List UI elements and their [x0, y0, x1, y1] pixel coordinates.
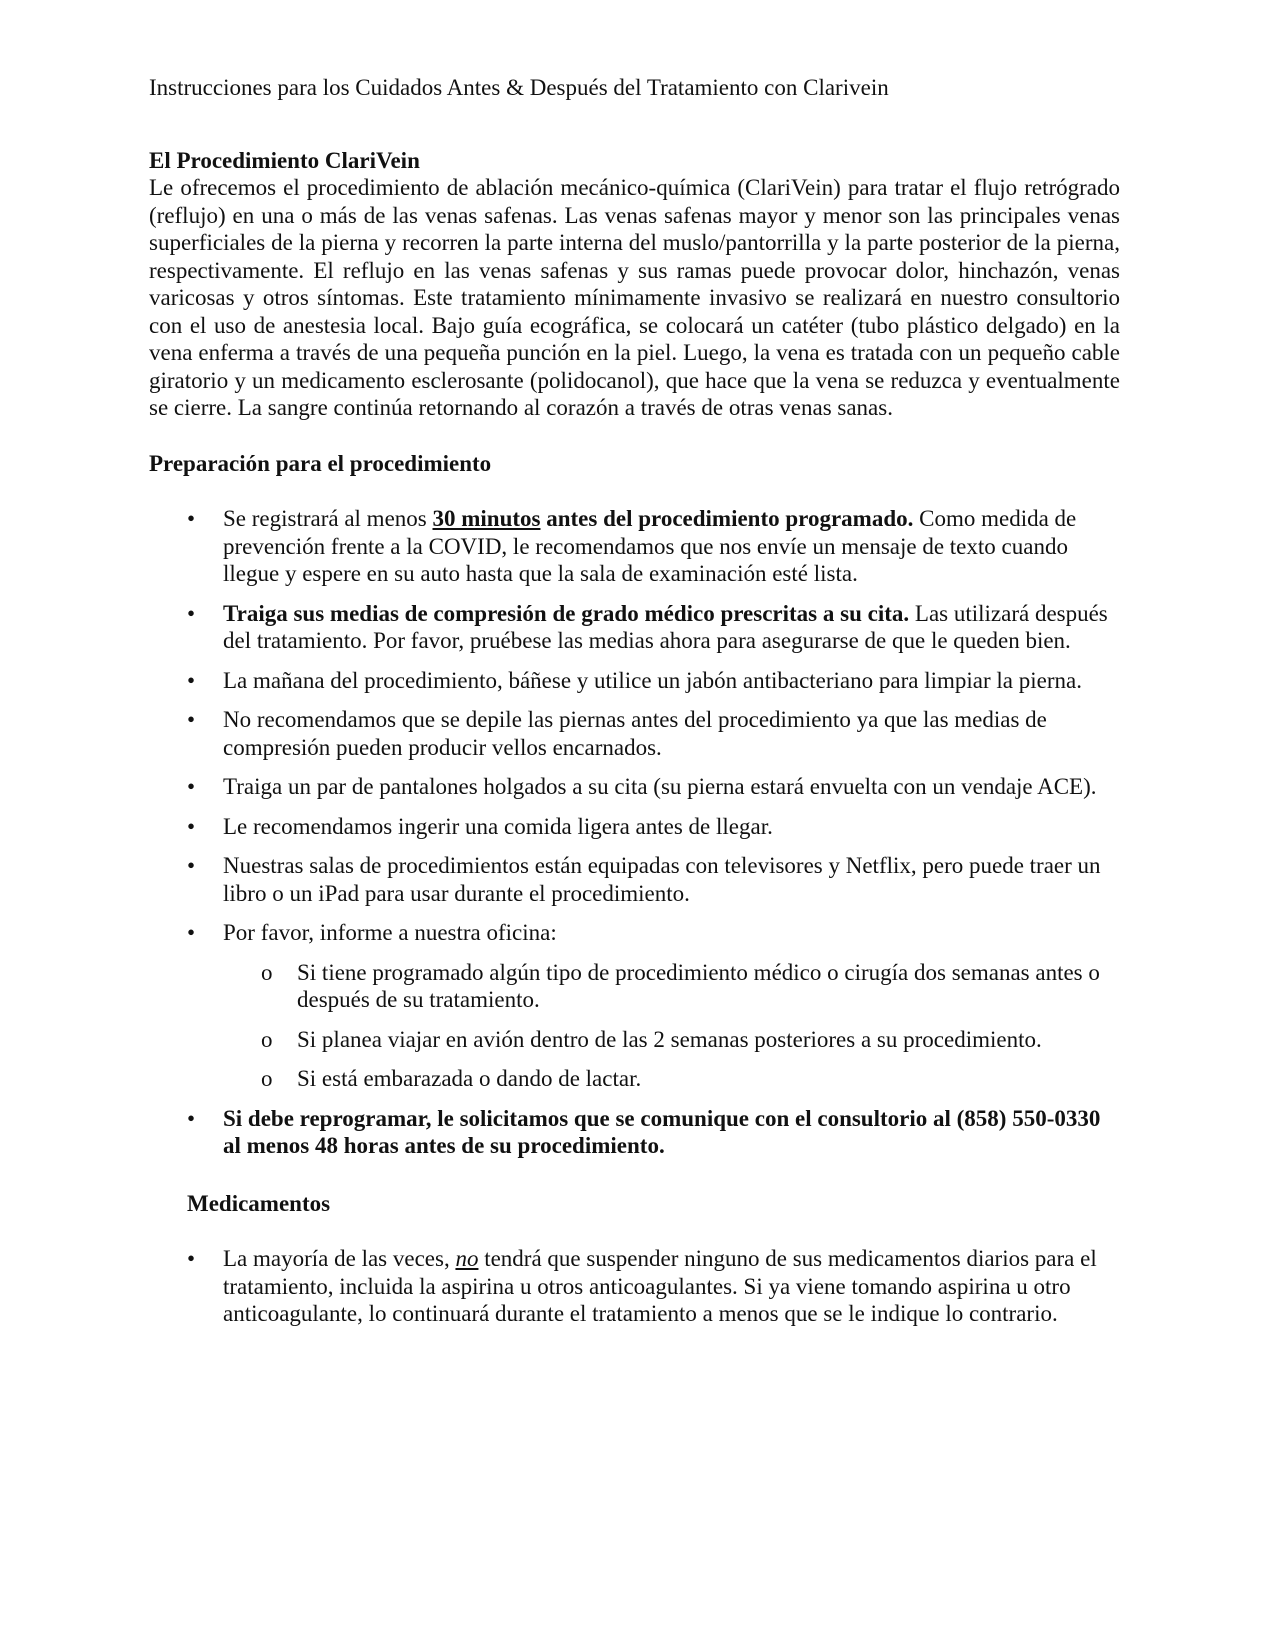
item-bold-text: Traiga sus medias de compresión de grado médico prescritas a su cita.: [223, 600, 910, 626]
sub-item-text: Si tiene programado algún tipo de procedimiento médico o cirugía dos semanas antes o después de su tratamiento.: [297, 959, 1100, 1012]
document-page: [149, 74, 1120, 1328]
item-text: Como medida de prevención frente a la COVID, le recomendamos que nos envíe un mensaje de texto cuando llegue y espere en su auto hasta que la sala de examinación esté lista.: [223, 506, 1077, 586]
item-bold-text: Si debe reprogramar, le solicitamos que se comunique con el consultorio al (858) 550-0330 al menos 48 horas antes de su procedimiento.: [223, 1105, 1101, 1158]
sub-list-item: [223, 1065, 1120, 1093]
circle-bullet-icon: o: [261, 959, 273, 985]
item-text: Las utilizará después del tratamiento. Por favor, pruébese las medias ahora para asegurarse de que le queden bien.: [223, 600, 1108, 653]
procedure-paragraph: Le ofrecemos el procedimiento de ablación mecánico-química (ClariVein) para tratar el flujo retrógrado (reflujo) en una o más de las venas safenas. Las venas safenas mayor y menor son las principales venas superficiales de la pierna y recorren la parte interna del muslo/pantorrilla y la parte posterior de la pierna, respectivamente. El reflujo en las venas safenas y sus ramas puede provocar dolor, hinchazón, venas varicosas y otros síntomas. Este tratamiento mínimamente invasivo se realizará en nuestro consultorio con el uso de anestesia local. Bajo guía ecográfica, se colocará un catéter (tubo plástico delgado) en la vena enferma a través de una pequeña punción en la piel. Luego, la vena es tratada con un pequeño cable giratorio y un medicamento esclerosante (polidocanol), que hace que la vena se reduzca y eventualmente se cierre. La sangre continúa retornando al corazón a través de otras venas sanas.: [149, 175, 1120, 420]
bullet-icon: •: [187, 813, 196, 839]
sub-list-item: [223, 1026, 1120, 1054]
sub-item-text: Si planea viajar en avión dentro de las 2 semanas posteriores a su procedimiento.: [297, 1026, 1042, 1052]
circle-bullet-icon: o: [261, 1026, 273, 1052]
bullet-icon: •: [187, 707, 196, 732]
item-text: Traiga un par de pantalones holgados a su cita (su pierna estará envuelta con un vendaje ACE).: [223, 774, 1097, 799]
list-item: [149, 919, 1120, 1093]
procedure-heading: El Procedimiento ClariVein: [149, 147, 420, 173]
item-text: La mayoría de las veces,: [223, 1246, 456, 1271]
list-item: [149, 852, 1120, 907]
bullet-icon: •: [187, 506, 196, 531]
list-item: [149, 505, 1120, 588]
circle-bullet-icon: o: [261, 1066, 273, 1091]
preparation-heading: Preparación para el procedimiento: [149, 450, 492, 476]
bullet-icon: •: [187, 1246, 196, 1271]
bullet-icon: •: [187, 920, 196, 945]
item-text: Se registrará al menos: [223, 506, 433, 531]
sub-item-text: Si está embarazada o dando de lactar.: [297, 1066, 642, 1091]
list-item: [149, 773, 1120, 801]
list-item: [149, 600, 1120, 655]
list-item: [149, 1245, 1120, 1328]
list-item: [149, 813, 1120, 841]
item-emphasis: 30 minutos: [432, 506, 541, 531]
list-item: [149, 1105, 1120, 1160]
document-title: Instrucciones para los Cuidados Antes & Después del Tratamiento con Clarivein: [149, 75, 889, 100]
medications-list: [149, 1245, 1120, 1328]
bullet-icon: •: [187, 853, 196, 878]
bullet-icon: •: [187, 1105, 196, 1131]
item-text: La mañana del procedimiento, báñese y utilice un jabón antibacteriano para limpiar la pierna.: [223, 667, 1082, 693]
sub-list: [223, 959, 1120, 1093]
item-text: tendrá que suspender ninguno de sus medicamentos diarios para el tratamiento, incluida la aspirina u otros anticoagulantes. Si ya viene tomando aspirina u otro anticoagulante, lo continuará durante el tratamiento a menos que se le indique lo contrario.: [223, 1246, 1097, 1326]
item-text: No recomendamos que se depile las piernas antes del procedimiento ya que las medias de compresión pueden producir vellos encarnados.: [223, 707, 1047, 760]
bullet-icon: •: [187, 774, 196, 799]
bullet-icon: •: [187, 600, 196, 626]
preparation-list: [149, 505, 1120, 1160]
item-text: Nuestras salas de procedimientos están equipadas con televisores y Netflix, pero puede traer un libro o un iPad para usar durante el procedimiento.: [223, 853, 1101, 906]
list-item: [149, 667, 1120, 695]
list-item: [149, 706, 1120, 761]
sub-list-item: [223, 959, 1120, 1014]
item-text: Le recomendamos ingerir una comida ligera antes de llegar.: [223, 813, 773, 839]
item-bold-text: antes del procedimiento programado.: [540, 506, 914, 531]
item-text: Por favor, informe a nuestra oficina:: [223, 920, 557, 945]
medications-heading: Medicamentos: [187, 1190, 331, 1216]
item-emphasis: no: [455, 1246, 479, 1271]
bullet-icon: •: [187, 667, 196, 693]
